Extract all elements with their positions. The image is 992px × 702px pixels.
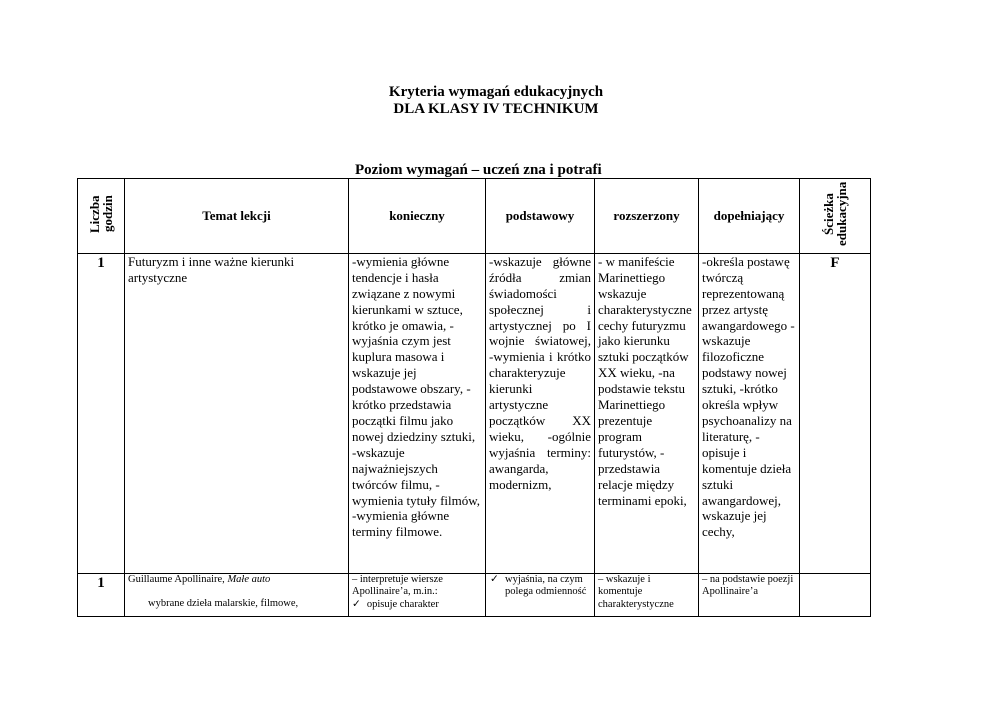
row-konieczny: -wymienia główne tendencje i hasła związane z nowymi kierunkami w sztuce, krótko je omawia, -wyjaśnia czym jest kuplura masowa i wskazuje jej podstawowe obszary, - krótko przedstawia początki filmu jako nowej dziedziny sztuki, -wskazuje najważniejszych twórców filmu, -wymienia tytuły filmów, -wymienia główne terminy filmowe. xyxy=(349,253,486,573)
requirements-table xyxy=(77,178,871,617)
konieczny-line-1: – interpretuje wiersze Apollinaire’a, m.in.: xyxy=(352,573,443,598)
title-line-1: Kryteria wymagań edukacyjnych xyxy=(388,84,604,100)
podstawowy-text: ✓ wyjaśnia, na czym polega odmienność xyxy=(490,573,587,598)
row-dopelniajacy: – na podstawie poezji Apollinaire’a xyxy=(699,573,800,616)
table-row xyxy=(78,573,871,616)
table-row xyxy=(78,253,871,573)
document-title xyxy=(0,84,992,118)
row-topic xyxy=(125,573,349,616)
row-podstawowy xyxy=(486,573,595,616)
header-row xyxy=(78,179,871,254)
row-rozszerzony: - w manifeście Marinettiego wskazuje charakterystyczne cechy futuryzmu jako kierunku sztuki początków XX wieku, -na podstawie tekstu Marinettiego prezentuje program futurystów, -przedstawia relacje między terminami epoki, xyxy=(595,253,699,573)
header-dopelniajacy: dopełniający xyxy=(699,179,800,254)
topic-line-2: wybrane dzieła malarskie, filmowe, xyxy=(148,598,299,610)
checkmark-icon: ✓ xyxy=(490,573,499,585)
header-podstawowy: podstawowy xyxy=(486,179,595,254)
header-topic: Temat lekcji xyxy=(125,179,349,254)
row-path: F xyxy=(800,253,871,573)
levels-caption: Poziom wymagań – uczeń zna i potrafi xyxy=(355,162,602,178)
topic-author: Guillaume Apollinaire, xyxy=(128,573,225,585)
header-path: Ścieżka edukacyjna xyxy=(800,179,871,254)
row-rozszerzony: – wskazuje i komentuje charakterystyczne xyxy=(595,573,699,616)
row-hours: 1 xyxy=(78,253,125,573)
header-rozszerzony: rozszerzony xyxy=(595,179,699,254)
konieczny-line-2: ✓ opisuje charakter xyxy=(352,599,482,612)
topic-work: Małe auto xyxy=(227,573,271,585)
row-dopelniajacy: -określa postawę twórczą reprezentowaną przez artystę awangardowego -wskazuje filozoficzne podstawy nowej sztuki, -krótko określa wpływ psychoanalizy na literaturę, -opisuje i komentuje dzieła sztuki awangardowej, wskazuje jej cechy, xyxy=(699,253,800,573)
row-podstawowy: -wskazuje główne źródła zmian świadomości społecznej i artystycznej po I wojnie światowej, -wymienia i krótko charakteryzuje kierunki artystyczne początków XX wieku, -ogólnie wyjaśnia terminy: awangarda, modernizm, xyxy=(486,253,595,573)
row-path xyxy=(800,573,871,616)
title-line-2: DLA KLASY IV TECHNIKUM xyxy=(393,101,599,117)
row-hours: 1 xyxy=(78,573,125,616)
row-konieczny xyxy=(349,573,486,616)
row-topic: Futuryzm i inne ważne kierunki artystyczne xyxy=(125,253,349,573)
header-hours: Liczba godzin xyxy=(78,179,125,254)
header-konieczny: konieczny xyxy=(349,179,486,254)
